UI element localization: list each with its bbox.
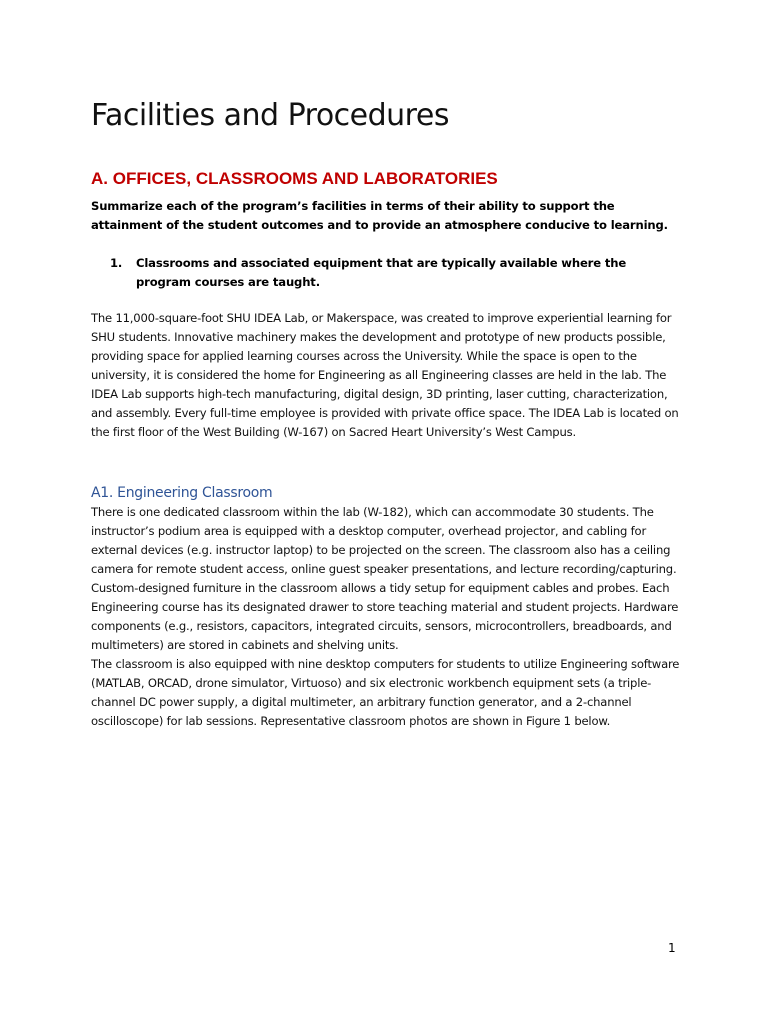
- subsection-heading: A1. Engineering Classroom: [91, 485, 273, 501]
- paragraph-idea-lab: The 11,000-square-foot SHU IDEA Lab, or Makerspace, was created to improve experiential learning for SHU students. Innovative machinery makes the development and prototype of new products possible, providing space for applied learning courses across the University. While the space is open to the university, it is considered the home for Engineering as all Engineering classes are held in the lab. The IDEA Lab supports high-tech manufacturing, digital design, 3D printing, laser cutting, characterization, and assembly. Every full-time employee is provided with private office space. The IDEA Lab is located on the first floor of the West Building (W-167) on Sacred Heart University’s West Campus.: [91, 311, 679, 439]
- page-number: 1: [668, 941, 676, 955]
- numbered-list-item: [91, 254, 681, 291]
- page-title: Facilities and Procedures: [91, 98, 449, 133]
- paragraph-classroom-description: There is one dedicated classroom within the lab (W-182), which can accommodate 30 students. The instructor’s podium area is equipped with a desktop computer, overhead projector, and cabling for external devices (e.g. instructor laptop) to be projected on the screen. The classroom also has a ceiling camera for remote student access, online guest speaker presentations, and lecture recording/capturing. Custom-designed furniture in the classroom allows a tidy setup for equipment cables and probes. Each Engineering course has its designated drawer to store teaching material and student projects. Hardware components (e.g., resistors, capacitors, integrated circuits, sensors, microcontrollers, breadboards, and multimeters) are stored in cabinets and shelving units.: [91, 505, 679, 652]
- section-summary: Summarize each of the program’s facilities in terms of their ability to support the attainment of the student outcomes and to provide an atmosphere conducive to learning.: [91, 199, 668, 232]
- section-heading: A. OFFICES, CLASSROOMS AND LABORATORIES: [91, 169, 498, 188]
- paragraph-engineering-classroom: [91, 503, 683, 731]
- list-item-text: Classrooms and associated equipment that are typically available where the program courses are taught.: [136, 256, 627, 289]
- list-item-number: 1.: [110, 256, 123, 270]
- paragraph-classroom-equipment: The classroom is also equipped with nine desktop computers for students to utilize Engineering software (MATLAB, ORCAD, drone simulator, Virtuoso) and six electronic workbench equipment sets (a triple-channel DC power supply, a digital multimeter, an arbitrary function generator, and a 2-channel oscilloscope) for lab sessions. Representative classroom photos are shown in Figure 1 below.: [91, 657, 680, 728]
